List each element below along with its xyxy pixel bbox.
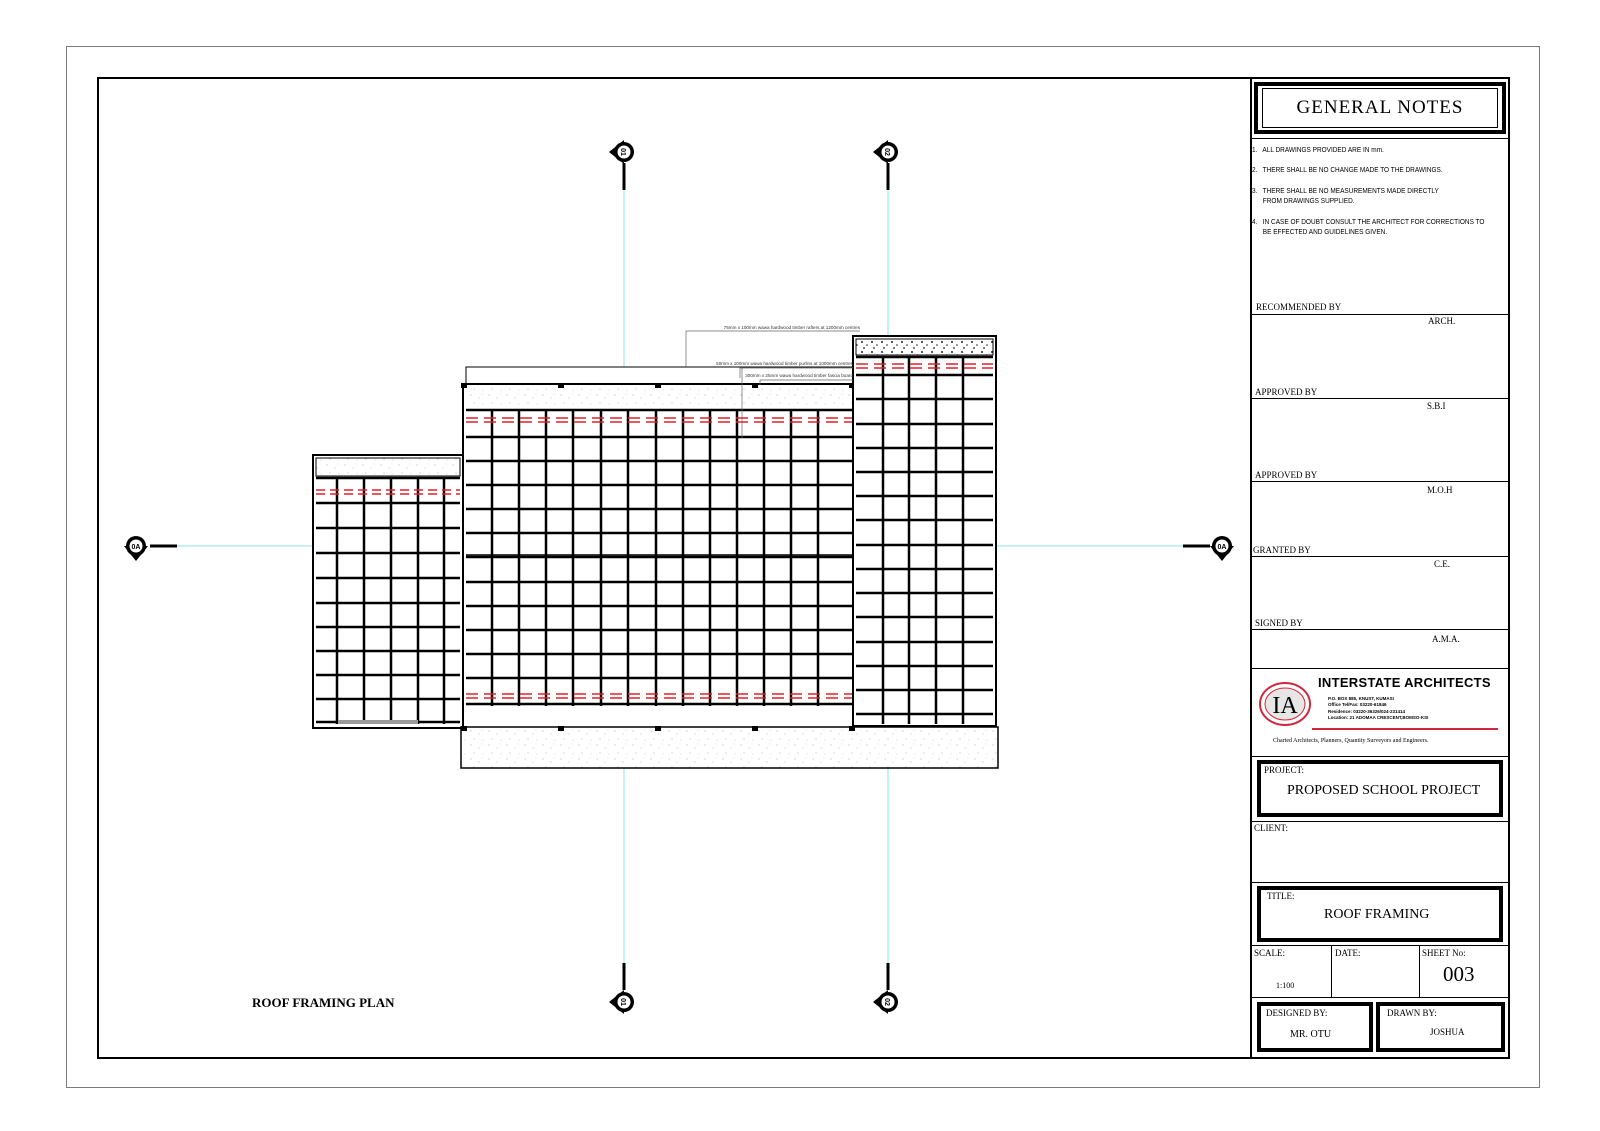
divider <box>1250 821 1510 822</box>
title-label: TITLE: <box>1267 891 1295 901</box>
sheet-number-label: SHEET No: <box>1422 948 1466 958</box>
grid-marker-label-right: 0A <box>1217 544 1227 551</box>
purlin-annotation: 50mm x 100mm wawa hardwood timber purlins at 1000mm centres <box>716 361 853 366</box>
grid-marker-label-left: 0A <box>131 544 141 551</box>
grid-marker-label-top-2: 02 <box>883 148 890 156</box>
divider <box>1250 945 1510 946</box>
firm-tagline: Charted Architects, Planners, Quantity Surveyors and Engineers. <box>1273 738 1429 744</box>
firm-contact-info <box>1328 696 1428 722</box>
divider <box>1250 314 1510 315</box>
divider <box>1250 398 1510 399</box>
fascia-annotation: 300mm x 25mm wawa hardwood timber fascia board <box>745 373 853 378</box>
firm-info-line: Location: 21 ADOMAA CRESCENT,BOMSO-KSI <box>1328 715 1429 721</box>
divider <box>1250 629 1510 630</box>
scale-value: 1:100 <box>1276 981 1295 990</box>
granted-by-label: GRANTED BY <box>1253 545 1311 555</box>
grid-marker-label-bottom-2: 02 <box>883 998 890 1006</box>
firm-info-line: Residence: 03220-36326/024-231414 <box>1328 708 1406 714</box>
general-notes-title: GENERAL NOTES <box>1296 97 1464 118</box>
note-4: 4. IN CASE OF DOUBT CONSULT THE ARCHITECT FOR CORRECTIONS TO BE EFFECTED AND GUIDELINES GIVEN. <box>1252 217 1485 236</box>
project-label: PROJECT: <box>1264 765 1305 775</box>
divider <box>1331 945 1332 997</box>
drawn-by-label: DRAWN BY: <box>1387 1008 1437 1018</box>
general-notes-inner-frame <box>1262 88 1498 128</box>
firm-logo-icon <box>1258 681 1312 727</box>
designed-by-label: DESIGNED BY: <box>1266 1008 1328 1018</box>
right-wing <box>853 336 996 726</box>
divider <box>1250 138 1510 139</box>
firm-info-line: P.O. BOX 885, KNUST, KUMASI <box>1328 696 1394 701</box>
scale-label: SCALE: <box>1254 948 1286 958</box>
plan-title: ROOF FRAMING PLAN <box>252 995 395 1010</box>
divider <box>1419 945 1420 997</box>
firm-info-line: Office Tel/Fax: 03220-61846 <box>1328 702 1387 708</box>
project-name: PROPOSED SCHOOL PROJECT <box>1287 783 1481 798</box>
firm-name: INTERSTATE ARCHITECTS <box>1318 675 1491 690</box>
drawn-by-value: JOSHUA <box>1430 1027 1465 1037</box>
grid-marker-label-bottom-1: 01 <box>619 998 626 1006</box>
divider <box>1250 481 1510 482</box>
granted-by-role: C.E. <box>1434 559 1451 569</box>
note-3: 3. THERE SHALL BE NO MEASUREMENTS MADE DIRECTLY FROM DRAWINGS SUPPLIED. <box>1252 186 1439 205</box>
approved-by-role-1: S.B.I <box>1427 401 1446 411</box>
divider <box>1250 997 1510 998</box>
signed-by-role: A.M.A. <box>1432 634 1460 644</box>
approved-by-role-2: M.O.H <box>1427 485 1453 495</box>
note-2: 2. THERE SHALL BE NO CHANGE MADE TO THE DRAWINGS. <box>1252 165 1443 174</box>
divider <box>1250 556 1510 557</box>
recommended-by-role: ARCH. <box>1428 316 1456 326</box>
signed-by-label: SIGNED BY <box>1255 618 1303 628</box>
approved-by-label-2: APPROVED BY <box>1255 470 1318 480</box>
firm-accent-line <box>1312 728 1498 730</box>
date-label: DATE: <box>1335 948 1361 958</box>
rafter-annotation: 75mm x 100mm wawa hardwood timber rafters at 1200mm centres <box>723 325 860 330</box>
recommended-by-label: RECOMMENDED BY <box>1256 302 1342 312</box>
divider <box>1250 882 1510 883</box>
drawing-title: ROOF FRAMING <box>1324 907 1430 922</box>
divider <box>1250 668 1510 669</box>
client-label: CLIENT: <box>1254 823 1289 833</box>
firm-logo-text: IA <box>1272 693 1298 719</box>
sheet-number: 003 <box>1443 962 1475 986</box>
divider <box>1250 756 1510 757</box>
note-1: 1. ALL DRAWINGS PROVIDED ARE IN mm. <box>1252 145 1384 154</box>
designed-by-value: MR. OTU <box>1290 1029 1332 1040</box>
approved-by-label-1: APPROVED BY <box>1255 387 1318 397</box>
grid-marker-label-top-1: 01 <box>619 148 626 156</box>
left-wing <box>313 455 463 728</box>
